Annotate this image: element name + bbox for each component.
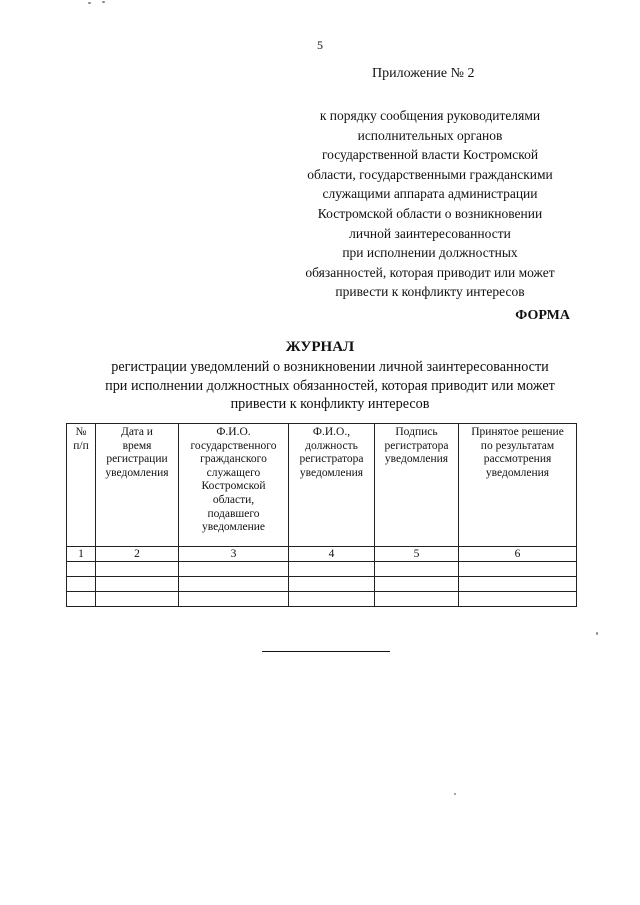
header-line: регистратора (299, 453, 364, 466)
scan-speck (454, 793, 456, 795)
header-line: уведомления (299, 466, 364, 479)
journal-subtitle-line: привести к конфликту интересов (230, 396, 430, 412)
header-line: Ф.И.О., (312, 426, 351, 438)
header-cell-registrar (289, 424, 375, 547)
header-line: гражданского (200, 453, 267, 466)
appendix-description (250, 106, 610, 302)
table-cell (289, 562, 375, 577)
header-line: Дата и (121, 426, 153, 438)
journal-subtitle-line: при исполнении должностных обязанностей, которая приводит или может (105, 377, 555, 394)
header-line: п/п (73, 439, 89, 452)
column-number: 1 (67, 547, 96, 562)
journal-header-row (67, 424, 577, 547)
appendix-desc-line: исполнительных органов (357, 127, 503, 143)
appendix-desc-line: служащими аппарата администрации (322, 186, 538, 202)
scan-speck (102, 1, 105, 3)
table-row (67, 577, 577, 592)
journal-title: ЖУРНАЛ (285, 339, 355, 355)
appendix-desc-line: личной заинтересованности (349, 225, 511, 241)
journal-table (66, 423, 577, 607)
header-line: уведомления (485, 466, 550, 479)
header-line: по результатам (480, 439, 555, 452)
header-cell-decision (459, 424, 577, 547)
table-row (67, 562, 577, 577)
header-line: Костромской (201, 480, 266, 493)
header-line: подавшего (207, 507, 260, 520)
table-cell (375, 562, 459, 577)
table-cell (375, 592, 459, 607)
header-line: государственного (190, 439, 277, 452)
table-cell (96, 577, 179, 592)
table-cell (459, 592, 577, 607)
header-cell-date (96, 424, 179, 547)
header-line: уведомления (105, 466, 169, 479)
table-row (67, 592, 577, 607)
header-line: служащего (206, 466, 261, 479)
table-cell (289, 577, 375, 592)
appendix-desc-line: Костромской области о возникновении (317, 205, 543, 221)
header-line: должность (305, 439, 358, 452)
header-line: области, (212, 493, 255, 506)
table-cell (96, 562, 179, 577)
appendix-desc-line: государственной власти Костромской (321, 147, 539, 163)
scan-speck (88, 2, 91, 4)
column-number: 6 (459, 547, 577, 562)
table-cell (459, 562, 577, 577)
header-line: регистрации (106, 453, 168, 466)
appendix-desc-line: области, государственными гражданскими (307, 166, 553, 182)
header-line: № (75, 426, 87, 438)
table-cell (67, 577, 96, 592)
column-number: 3 (179, 547, 289, 562)
header-line: уведомление (202, 521, 265, 534)
appendix-desc-line: привести к конфликту интересов (335, 284, 525, 300)
header-line: время (122, 439, 152, 452)
closing-line (262, 651, 390, 652)
appendix-desc-line: обязанностей, которая приводит или может (305, 264, 555, 280)
table-cell (179, 562, 289, 577)
header-line: Принятое решение (471, 426, 564, 438)
header-line: Подпись (395, 426, 438, 438)
journal-subtitle-line: регистрации уведомлений о возникновении личной заинтересованности (111, 359, 549, 375)
table-cell (459, 577, 577, 592)
page-number: 5 (317, 38, 323, 52)
table-cell (289, 592, 375, 607)
header-line: уведомления (384, 453, 449, 466)
table-cell (67, 592, 96, 607)
appendix-desc-line: к порядку сообщения руководителями (319, 108, 541, 123)
header-cell-signature (375, 424, 459, 547)
appendix-title: Приложение № 2 (372, 66, 475, 81)
table-cell (67, 562, 96, 577)
table-cell (96, 592, 179, 607)
header-cell-employee-name (179, 424, 289, 547)
table-cell (375, 577, 459, 592)
form-label: ФОРМА (515, 308, 570, 323)
table-cell (179, 592, 289, 607)
column-number: 4 (289, 547, 375, 562)
table-cell (179, 577, 289, 592)
header-line: регистратора (384, 439, 449, 452)
column-number: 5 (375, 547, 459, 562)
header-cell-number (67, 424, 96, 547)
column-number-row (67, 547, 577, 562)
scan-speck (596, 632, 598, 635)
journal-subtitle (0, 358, 640, 414)
appendix-desc-line: при исполнении должностных (342, 245, 518, 261)
column-number: 2 (96, 547, 179, 562)
header-line: рассмотрения (483, 453, 552, 466)
header-line: Ф.И.О. (216, 426, 251, 438)
